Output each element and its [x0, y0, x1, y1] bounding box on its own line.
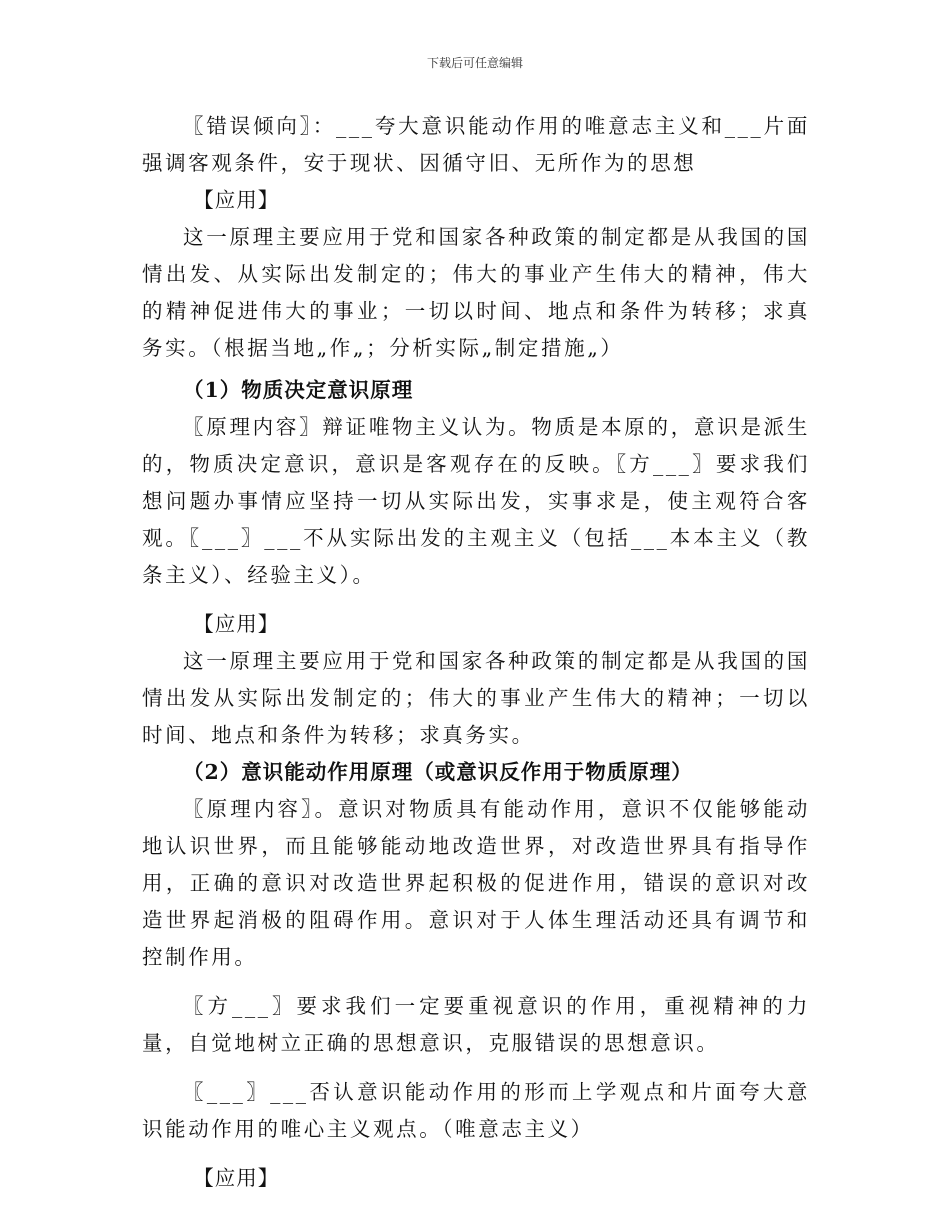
application-label: 【应用】 — [193, 612, 280, 636]
application-label: 【应用】 — [193, 1166, 280, 1190]
section-heading-2: （2）意识能动作用原理（或意识反作用于物质原理） — [183, 760, 693, 784]
application-label: 【应用】 — [193, 188, 280, 212]
document-body — [142, 108, 810, 1197]
error-paragraph: 〖___〗___否认意识能动作用的形而上学观点和片面夸大意识能动作用的唯心主义观点。（唯意志主义） — [142, 1080, 810, 1141]
page-header: 下载后可任意编辑 — [426, 56, 523, 70]
principle-paragraph-1: 〖原理内容〗辩证唯物主义认为。物质是本原的，意识是派生的，物质决定意识，意识是客观存在的反映。〖方___〗要求我们想问题办事情应坚持一切从实际出发，实事求是，使主观符合客观。〖___〗___不从实际出发的主观主义（包括___本本主义（教条主义）、经验主义）。 — [142, 415, 810, 587]
application-paragraph: 这一原理主要应用于党和国家各种政策的制定都是从我国的国情出发、从实际出发制定的；伟大的事业产生伟大的精神，伟大的精神促进伟大的事业；一切以时间、地点和条件为转移；求真务实。（根据当地„作„；分析实际„制定措施„） — [142, 225, 810, 360]
section-heading-1: （1）物质决定意识原理 — [183, 378, 414, 402]
method-paragraph: 〖方___〗要求我们一定要重视意识的作用，重视精神的力量，自觉地树立正确的思想意识，克服错误的思想意识。 — [142, 994, 810, 1055]
error-tendency-paragraph: 〖错误倾向〗：___夸大意识能动作用的唯意志主义和___片面强调客观条件，安于现状、因循守旧、无所作为的思想 — [142, 114, 810, 175]
principle-paragraph-2: 〖原理内容〗。意识对物质具有能动作用，意识不仅能够能动地认识世界，而且能够能动地改造世界，对改造世界具有指导作用，正确的意识对改造世界起积极的促进作用，错误的意识对改造世界起消极的阻碍作用。意识对于人体生理活动还具有调节和控制作用。 — [142, 797, 810, 969]
application-paragraph: 这一原理主要应用于党和国家各种政策的制定都是从我国的国情出发从实际出发制定的；伟大的事业产生伟大的精神；一切以时间、地点和条件为转移；求真务实。 — [142, 649, 810, 747]
